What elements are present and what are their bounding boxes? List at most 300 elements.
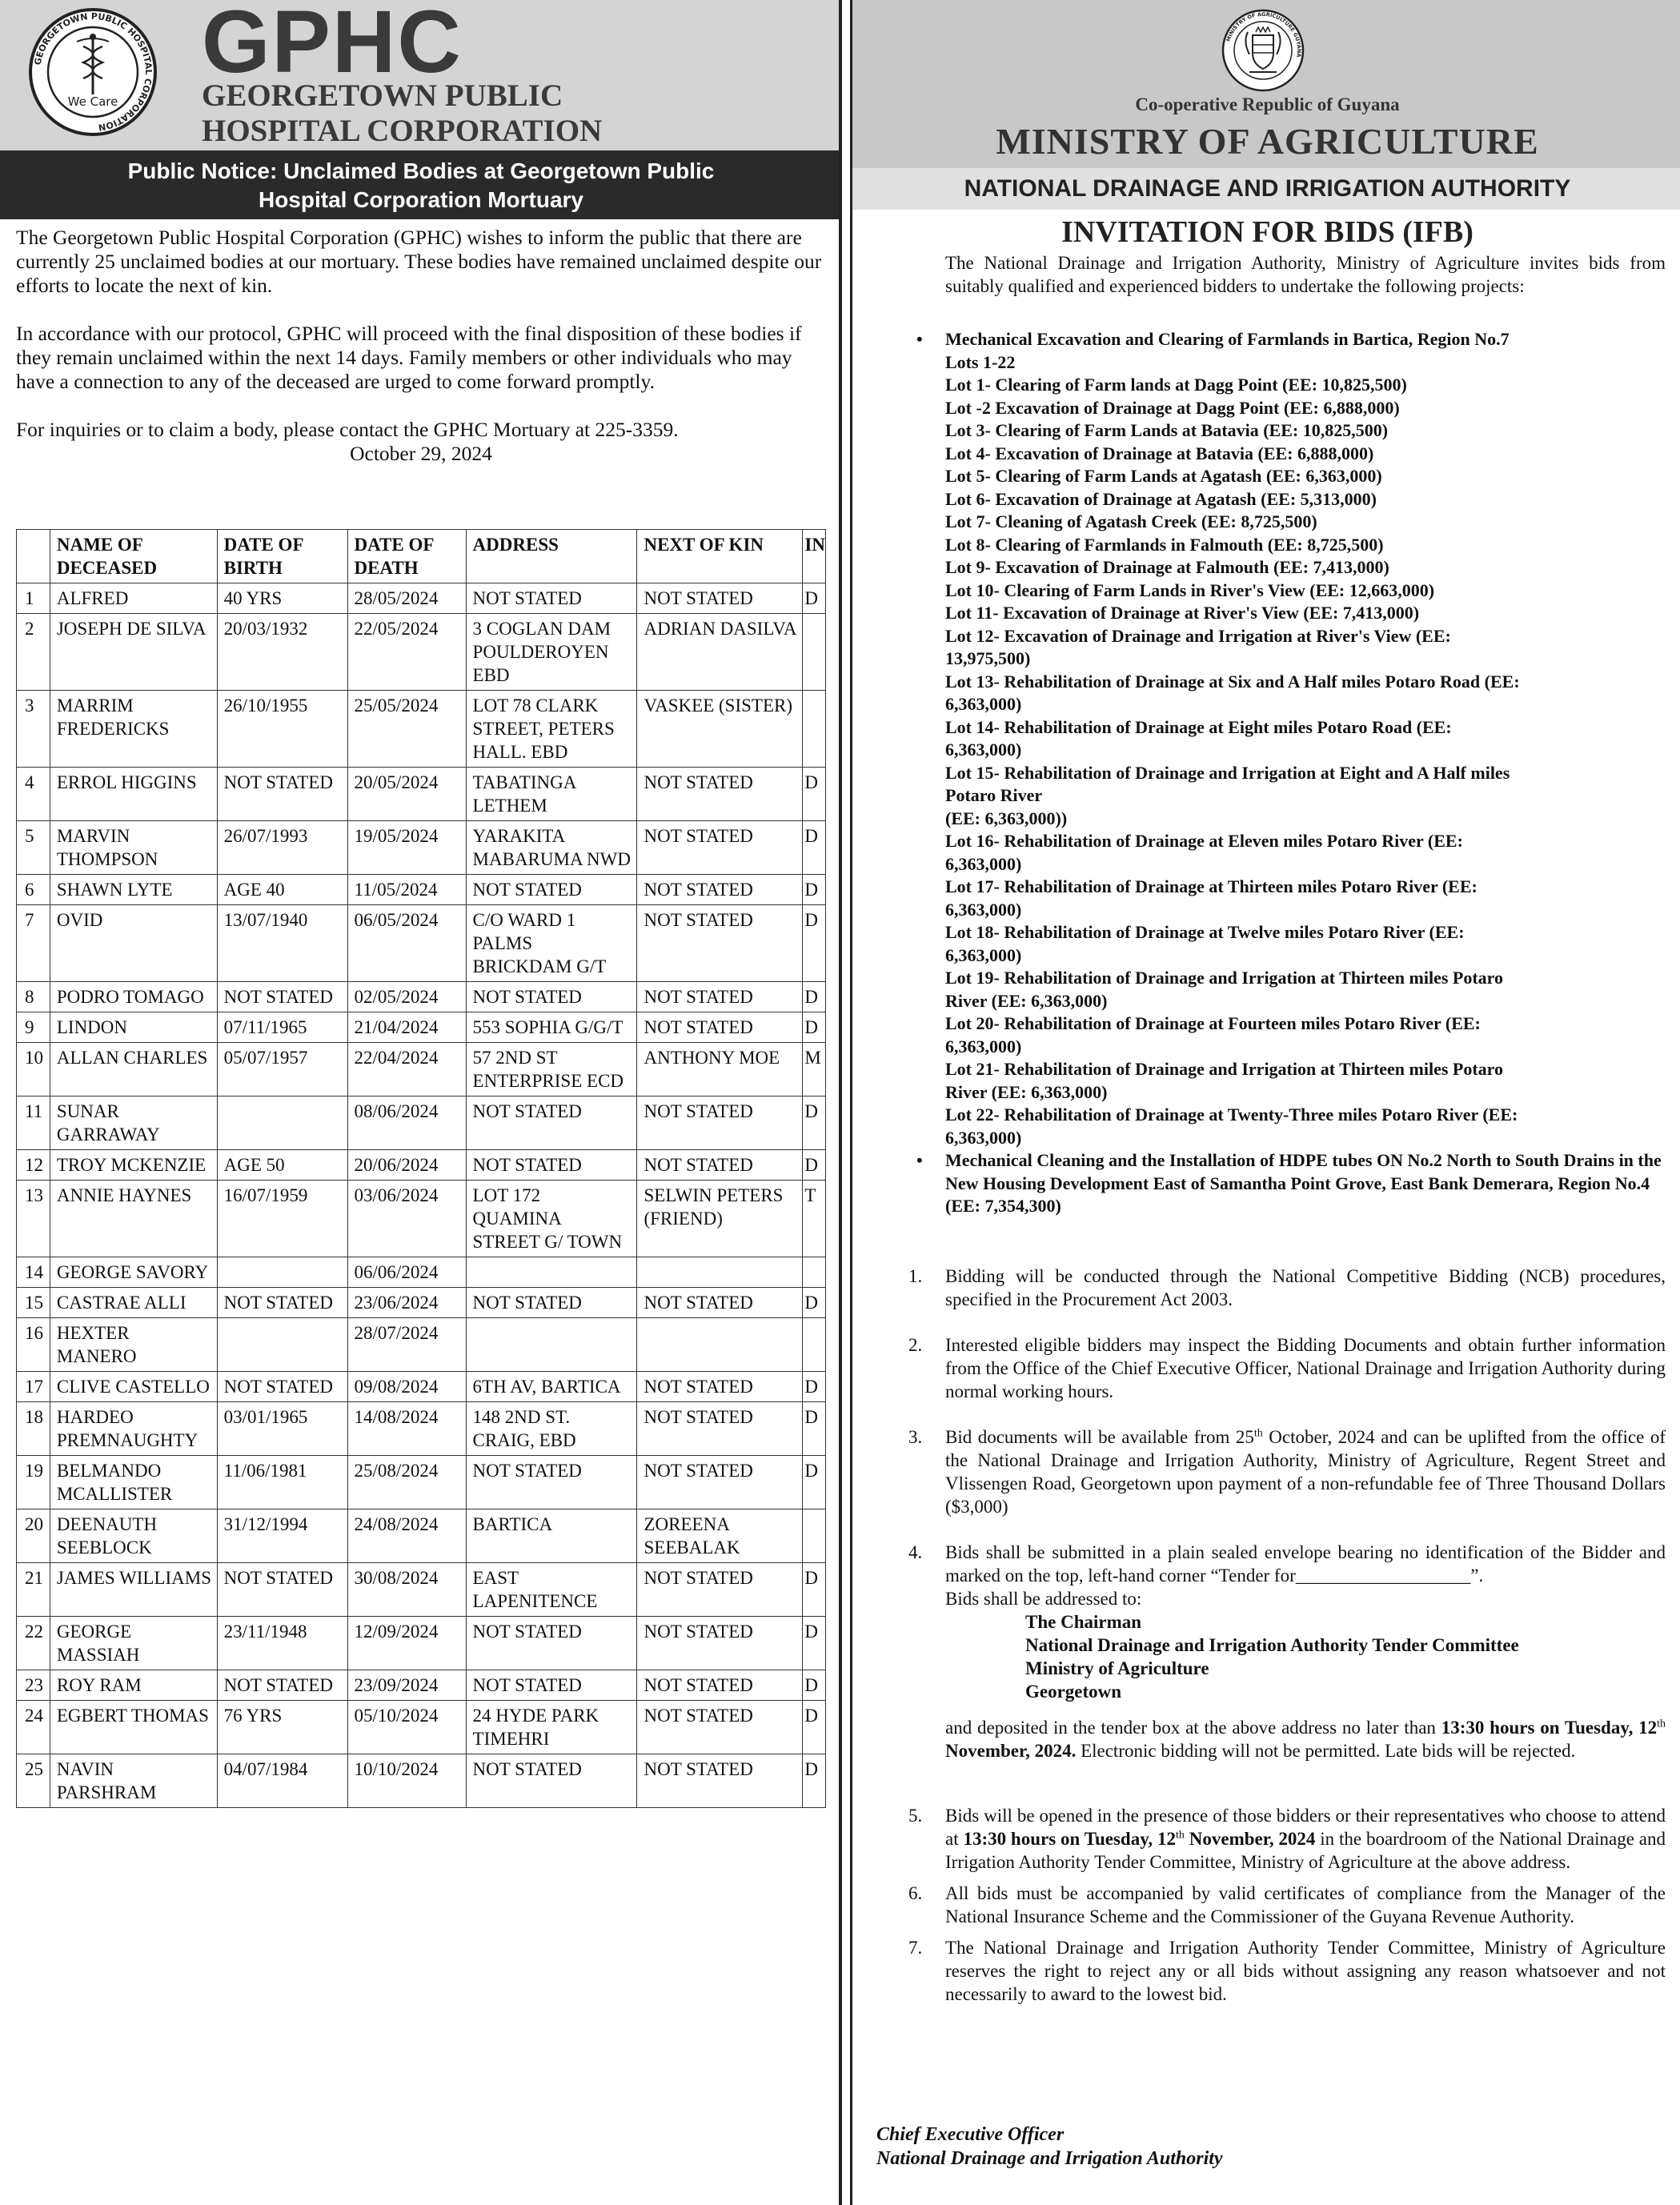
cut-off-column — [803, 691, 826, 768]
deceased-name: LINDON — [50, 1012, 217, 1043]
bullet-icon: • — [916, 1150, 923, 1170]
table-row — [17, 691, 826, 768]
notice-paragraph-2: In accordance with our protocol, GPHC will proceed with the final disposition of these bodies if they remain unclaimed within the next 14 days. Family members or other individuals who may have a connection to any of the deceased are urged to come forward promptly. — [16, 322, 802, 393]
address: 6TH AV, BARTICA — [466, 1372, 637, 1402]
deceased-name: HEXTER MANERO — [50, 1318, 217, 1372]
cut-off-column: D — [803, 1096, 826, 1150]
date-of-death: 24/08/2024 — [347, 1509, 466, 1563]
table-row — [17, 1402, 826, 1456]
clause-bold: November, 2024. — [945, 1741, 1077, 1761]
deceased-name: TROY MCKENZIE — [50, 1150, 217, 1181]
row-number: 12 — [17, 1150, 50, 1181]
address: 3 COGLAN DAM POULDEROYEN EBD — [466, 614, 637, 691]
deceased-name: BELMANDO MCALLISTER — [50, 1456, 217, 1509]
date-of-death: 21/04/2024 — [347, 1012, 466, 1043]
row-number: 9 — [17, 1012, 50, 1043]
clause-6 — [908, 1882, 1666, 1928]
next-of-kin: NOT STATED — [637, 1288, 803, 1318]
cut-off-column: D — [803, 1754, 826, 1808]
table-row — [17, 1318, 826, 1372]
next-of-kin: NOT STATED — [637, 1096, 803, 1150]
ministry-ifb — [850, 0, 1680, 2205]
row-number: 16 — [17, 1318, 50, 1372]
lot-item: Lot 22- Rehabilitation of Drainage at Twenty-Three miles Potaro River (EE: 6,363,000) — [945, 1105, 1518, 1148]
address: 24 HYDE PARK TIMEHRI — [466, 1701, 637, 1754]
address: NOT STATED — [466, 875, 637, 905]
cut-off-column — [803, 1257, 826, 1288]
next-of-kin: SELWIN PETERS (FRIEND) — [637, 1181, 803, 1257]
lot-item: Lot 20- Rehabilitation of Drainage at Fourteen miles Potaro River (EE: 6,363,000) — [945, 1013, 1481, 1056]
table-row — [17, 1012, 826, 1043]
deceased-name: PODRO TOMAGO — [50, 982, 217, 1012]
superscript: th — [1253, 1427, 1263, 1440]
row-number: 5 — [17, 821, 50, 875]
header-cut-off: IN — [803, 530, 826, 583]
signature-title: Chief Executive Officer — [876, 2124, 1065, 2145]
notice-title-line1: Public Notice: Unclaimed Bodies at Georgetown Public — [127, 158, 715, 183]
row-number: 17 — [17, 1372, 50, 1402]
header-address: ADDRESS — [466, 530, 637, 583]
notice-paragraph-inquiries: For inquiries or to claim a body, please contact the GPHC Mortuary at 225-3359. — [16, 418, 679, 441]
table-row — [17, 583, 826, 614]
deceased-name: MARVIN THOMPSON — [50, 821, 217, 875]
cut-off-column: D — [803, 1372, 826, 1402]
table-row — [17, 1288, 826, 1318]
clause-text: Electronic bidding will not be permitted. Late bids will be rejected. — [1076, 1741, 1576, 1761]
gphc-name-line1: GEORGETOWN PUBLIC — [202, 78, 563, 113]
date-of-death: 06/06/2024 — [347, 1257, 466, 1288]
republic-heading: Co-operative Republic of Guyana — [1135, 94, 1400, 114]
row-number: 3 — [17, 691, 50, 768]
deceased-name: ERROL HIGGINS — [50, 768, 217, 821]
gphc-header — [0, 0, 842, 150]
clause-4 — [908, 1541, 1666, 1587]
deceased-name: DEENAUTH SEEBLOCK — [50, 1509, 217, 1563]
date-of-birth: 13/07/1940 — [217, 905, 347, 982]
date-of-birth: NOT STATED — [217, 1563, 347, 1617]
deceased-name: CASTRAE ALLI — [50, 1288, 217, 1318]
table-row — [17, 1701, 826, 1754]
deceased-name: GEORGE MASSIAH — [50, 1617, 217, 1670]
row-number: 22 — [17, 1617, 50, 1670]
clause-number: 4. — [908, 1542, 923, 1562]
date-of-birth — [217, 1257, 347, 1288]
header-next-of-kin: NEXT OF KIN — [637, 530, 803, 583]
deceased-name: OVID — [50, 905, 217, 982]
table-row — [17, 1456, 826, 1509]
cut-off-column: D — [803, 1670, 826, 1701]
svg-text:MINISTRY OF AGRICULTURE GUYANA: MINISTRY OF AGRICULTURE GUYANA — [1225, 10, 1303, 58]
gphc-full-name — [202, 78, 602, 149]
cut-off-column: D — [803, 875, 826, 905]
table-row — [17, 1670, 826, 1701]
date-of-birth: 07/11/1965 — [217, 1012, 347, 1043]
signature-block — [876, 2123, 1223, 2171]
next-of-kin: NOT STATED — [637, 905, 803, 982]
next-of-kin: ANTHONY MOE — [637, 1043, 803, 1096]
cut-off-column: D — [803, 583, 826, 614]
date-of-birth: NOT STATED — [217, 982, 347, 1012]
table-row — [17, 1372, 826, 1402]
table-header-row — [17, 530, 826, 583]
clause-number: 1. — [908, 1266, 923, 1286]
date-of-birth: 16/07/1959 — [217, 1181, 347, 1257]
superscript: th — [1657, 1718, 1666, 1730]
address: NOT STATED — [466, 1288, 637, 1318]
notice-title-line2: Hospital Corporation Mortuary — [258, 187, 583, 212]
row-number: 6 — [17, 875, 50, 905]
date-of-death: 25/05/2024 — [347, 691, 466, 768]
next-of-kin: NOT STATED — [637, 1012, 803, 1043]
next-of-kin: NOT STATED — [637, 768, 803, 821]
address: NOT STATED — [466, 583, 637, 614]
clause-bold: November, 2024 — [1184, 1829, 1316, 1849]
table-row — [17, 821, 826, 875]
date-of-death: 20/06/2024 — [347, 1150, 466, 1181]
svg-text:We Care: We Care — [67, 94, 118, 109]
clause-text: Interested eligible bidders may inspect the Bidding Documents and obtain further information from the Office of the Chief Executive Officer, National Drainage and Irrigation Authority during normal working hours. — [945, 1335, 1666, 1401]
gphc-seal-logo — [27, 6, 158, 138]
address: NOT STATED — [466, 1456, 637, 1509]
notice-paragraph-1: The Georgetown Public Hospital Corporation (GPHC) wishes to inform the public that there are currently 25 unclaimed bodies at our mortuary. These bodies have remained unclaimed despite our efforts to locate the next of kin. — [16, 226, 822, 297]
clause-4-deposit — [945, 1716, 1666, 1762]
cut-off-column: D — [803, 768, 826, 821]
address — [466, 1257, 637, 1288]
deceased-name: JAMES WILLIAMS — [50, 1563, 217, 1617]
deceased-name: ALLAN CHARLES — [50, 1043, 217, 1096]
ministry-heading: MINISTRY OF AGRICULTURE — [996, 121, 1539, 162]
table-row — [17, 1043, 826, 1096]
address: YARAKITA MABARUMA NWD — [466, 821, 637, 875]
clause-text: October, 2024 and can be uplifted from the office of the National Drainage and Irrigation Authority, Ministry of Agriculture, Regent Street and Vlissengen Road, Georgetown upon payment of a non-refundable fee of Three Thousand Dollars ($3,000) — [945, 1427, 1666, 1517]
lot-item: Lot 18- Rehabilitation of Drainage at Twelve miles Potaro River (EE: 6,363,000) — [945, 922, 1465, 965]
deceased-name: GEORGE SAVORY — [50, 1257, 217, 1288]
table-row — [17, 614, 826, 691]
lot-item: Lot 1- Clearing of Farm lands at Dagg Point (EE: 10,825,500) — [945, 375, 1407, 395]
date-of-birth: 23/11/1948 — [217, 1617, 347, 1670]
next-of-kin: NOT STATED — [637, 1150, 803, 1181]
svg-text:GEORGETOWN PUBLIC HOSPITAL COR: GEORGETOWN PUBLIC HOSPITAL CORPORATION — [32, 10, 154, 133]
address: NOT STATED — [466, 1096, 637, 1150]
lot-item: Lot 17- Rehabilitation of Drainage at Thirteen miles Potaro River (EE: 6,363,000) — [945, 876, 1478, 920]
address: EAST LAPENITENCE — [466, 1563, 637, 1617]
date-of-death: 14/08/2024 — [347, 1402, 466, 1456]
next-of-kin: VASKEE (SISTER) — [637, 691, 803, 768]
clause-number: 5. — [908, 1806, 923, 1826]
cut-off-column: D — [803, 1150, 826, 1181]
address-line-2: National Drainage and Irrigation Authority Tender Committee — [1025, 1635, 1519, 1655]
deceased-name: CLIVE CASTELLO — [50, 1372, 217, 1402]
next-of-kin: NOT STATED — [637, 875, 803, 905]
cut-off-column: D — [803, 1701, 826, 1754]
address: BARTICA — [466, 1509, 637, 1563]
lot-item: Lot 21- Rehabilitation of Drainage and Irrigation at Thirteen miles Potaro River (EE: 6,363,000) — [945, 1059, 1504, 1102]
address: LOT 78 CLARK STREET, PETERS HALL. EBD — [466, 691, 637, 768]
lot-item: Lot 4- Excavation of Drainage at Batavia (EE: 6,888,000) — [945, 443, 1374, 463]
clause-1 — [908, 1265, 1666, 1311]
date-of-birth: 26/07/1993 — [217, 821, 347, 875]
row-number: 20 — [17, 1509, 50, 1563]
date-of-birth: 04/07/1984 — [217, 1754, 347, 1808]
date-of-birth — [217, 1096, 347, 1150]
row-number: 19 — [17, 1456, 50, 1509]
gphc-abbreviation: GPHC — [202, 0, 463, 91]
clause-text: in the boardroom of the National Drainage and Irrigation Authority Tender Committee, Ministry of Agriculture at the above address. — [945, 1829, 1666, 1872]
cut-off-column: D — [803, 1402, 826, 1456]
table-row — [17, 1181, 826, 1257]
signature-organization: National Drainage and Irrigation Authority — [876, 2148, 1223, 2169]
deceased-name: HARDEO PREMNAUGHTY — [50, 1402, 217, 1456]
table-row — [17, 982, 826, 1012]
next-of-kin: NOT STATED — [637, 583, 803, 614]
date-of-birth: NOT STATED — [217, 768, 347, 821]
next-of-kin: NOT STATED — [637, 1456, 803, 1509]
cut-off-column: D — [803, 982, 826, 1012]
deceased-name: EGBERT THOMAS — [50, 1701, 217, 1754]
notice-date: October 29, 2024 — [350, 442, 492, 465]
bullet-icon: • — [916, 329, 923, 349]
header-dob: DATE OF BIRTH — [217, 530, 347, 583]
date-of-birth: 40 YRS — [217, 583, 347, 614]
date-of-birth: NOT STATED — [217, 1288, 347, 1318]
address-line-3: Ministry of Agriculture — [1025, 1658, 1209, 1678]
clause-text: Bids will be opened in the presence of those bidders or their representatives who choose to attend at — [945, 1806, 1666, 1849]
project-2-title: Mechanical Cleaning and the Installation of HDPE tubes ON No.2 North to South Drains in the New Housing Development East of Samantha Point Grove, East Bank Demerara, Region No.4 — [945, 1150, 1662, 1193]
project-2 — [916, 1149, 1666, 1218]
ifb-title: INVITATION FOR BIDS (IFB) — [1061, 215, 1474, 249]
date-of-death: 22/05/2024 — [347, 614, 466, 691]
clause-number: 6. — [908, 1883, 923, 1903]
date-of-death: 05/10/2024 — [347, 1701, 466, 1754]
date-of-birth: 31/12/1994 — [217, 1509, 347, 1563]
address-line-1: The Chairman — [1025, 1612, 1142, 1632]
table-row — [17, 1096, 826, 1150]
deceased-name: ROY RAM — [50, 1670, 217, 1701]
ifb-intro: The National Drainage and Irrigation Authority, Ministry of Agriculture invites bids from suitably qualified and experienced bidders to undertake the following projects: — [945, 253, 1666, 296]
address-line-4: Georgetown — [1025, 1682, 1122, 1702]
row-number: 10 — [17, 1043, 50, 1096]
deceased-name: NAVIN PARSHRAM — [50, 1754, 217, 1808]
ifb-clauses — [908, 1265, 1666, 2006]
cut-off-column: D — [803, 905, 826, 982]
ministry-header — [852, 0, 1680, 168]
date-of-death: 22/04/2024 — [347, 1043, 466, 1096]
date-of-death: 30/08/2024 — [347, 1563, 466, 1617]
authority-bar: NATIONAL DRAINAGE AND IRRIGATION AUTHORITY — [852, 168, 1680, 210]
lot-item: Lot 11- Excavation of Drainage at River's View (EE: 7,413,000) — [945, 603, 1420, 623]
lot-item: Lot 6- Excavation of Drainage at Agatash (EE: 5,313,000) — [945, 488, 1377, 509]
next-of-kin: NOT STATED — [637, 1402, 803, 1456]
row-number: 7 — [17, 905, 50, 982]
next-of-kin: NOT STATED — [637, 1617, 803, 1670]
project-1-title: Mechanical Excavation and Clearing of Farmlands in Bartica, Region No.7 — [945, 329, 1510, 349]
date-of-death: 06/05/2024 — [347, 905, 466, 982]
next-of-kin — [637, 1318, 803, 1372]
date-of-birth: AGE 40 — [217, 875, 347, 905]
date-of-death: 03/06/2024 — [347, 1181, 466, 1257]
address: 553 SOPHIA G/G/T — [466, 1012, 637, 1043]
project-1 — [916, 328, 1666, 1149]
cut-off-column — [803, 1318, 826, 1372]
next-of-kin: NOT STATED — [637, 821, 803, 875]
clause-number: 7. — [908, 1938, 923, 1958]
ministry-coat-of-arms-logo — [1221, 8, 1305, 93]
deceased-name: SHAWN LYTE — [50, 875, 217, 905]
date-of-birth: 20/03/1932 — [217, 614, 347, 691]
next-of-kin: ADRIAN DASILVA — [637, 614, 803, 691]
lot-item: Lot 19- Rehabilitation of Drainage and Irrigation at Thirteen miles Potaro River (EE: 6,363,000) — [945, 968, 1504, 1011]
address: TABATINGA LETHEM — [466, 768, 637, 821]
cut-off-column: D — [803, 1288, 826, 1318]
table-row — [17, 1617, 826, 1670]
table-row — [17, 1563, 826, 1617]
next-of-kin: ZOREENA SEEBALAK — [637, 1509, 803, 1563]
cut-off-column: D — [803, 1456, 826, 1509]
date-of-death: 28/05/2024 — [347, 583, 466, 614]
row-number: 25 — [17, 1754, 50, 1808]
table-row — [17, 1257, 826, 1288]
date-of-birth: NOT STATED — [217, 1372, 347, 1402]
table-row — [17, 875, 826, 905]
row-number: 4 — [17, 768, 50, 821]
unclaimed-bodies-table — [16, 529, 826, 1808]
row-number: 23 — [17, 1670, 50, 1701]
clause-text: The National Drainage and Irrigation Authority Tender Committee, Ministry of Agriculture reserves the right to reject any or all bids without assigning any reason whatsoever and not necessarily to award to the lowest bid. — [945, 1938, 1666, 2004]
clause-number: 3. — [908, 1427, 923, 1447]
cut-off-column: D — [803, 1563, 826, 1617]
lot-item: Lot 5- Clearing of Farm Lands at Agatash (EE: 6,363,000) — [945, 466, 1382, 486]
date-of-death: 02/05/2024 — [347, 982, 466, 1012]
clause-text: Bids shall be submitted in a plain sealed envelope bearing no identification of the Bidder and marked on the top, left-hand corner “Tender for___________________”. — [945, 1542, 1666, 1586]
header-name: NAME OF DECEASED — [50, 530, 217, 583]
clause-2 — [908, 1333, 1666, 1403]
date-of-birth: 76 YRS — [217, 1701, 347, 1754]
row-number: 11 — [17, 1096, 50, 1150]
row-number: 15 — [17, 1288, 50, 1318]
cut-off-column: D — [803, 1617, 826, 1670]
date-of-death: 19/05/2024 — [347, 821, 466, 875]
address: NOT STATED — [466, 1150, 637, 1181]
date-of-birth: 05/07/1957 — [217, 1043, 347, 1096]
notice-body — [16, 226, 826, 466]
clause-text: Bid documents will be available from 25 — [945, 1427, 1254, 1447]
row-number: 1 — [17, 583, 50, 614]
address: 57 2ND ST ENTERPRISE ECD — [466, 1043, 637, 1096]
lot-item: Lot 10- Clearing of Farm Lands in River's View (EE: 12,663,000) — [945, 579, 1435, 600]
clause-bold: 13:30 hours on Tuesday, 12 — [963, 1829, 1177, 1849]
lot-item: Lot 3- Clearing of Farm Lands at Batavia (EE: 10,825,500) — [945, 420, 1389, 440]
next-of-kin: NOT STATED — [637, 1372, 803, 1402]
clause-7 — [908, 1936, 1666, 2006]
address: NOT STATED — [466, 1670, 637, 1701]
clause-number: 2. — [908, 1335, 923, 1355]
cut-off-column: D — [803, 1012, 826, 1043]
table-row — [17, 768, 826, 821]
deceased-name: ANNIE HAYNES — [50, 1181, 217, 1257]
address: 148 2ND ST. CRAIG, EBD — [466, 1402, 637, 1456]
next-of-kin: NOT STATED — [637, 1563, 803, 1617]
gphc-name-line2: HOSPITAL CORPORATION — [202, 114, 603, 148]
project-list — [916, 328, 1666, 1218]
row-number: 2 — [17, 614, 50, 691]
lot-list — [945, 374, 1666, 1149]
date-of-death: 23/09/2024 — [347, 1670, 466, 1701]
cut-off-column: T — [803, 1181, 826, 1257]
table-row — [17, 1754, 826, 1808]
row-number: 18 — [17, 1402, 50, 1456]
table-row — [17, 1509, 826, 1563]
deceased-name: SUNAR GARRAWAY — [50, 1096, 217, 1150]
date-of-death: 23/06/2024 — [347, 1288, 466, 1318]
date-of-death: 25/08/2024 — [347, 1456, 466, 1509]
lot-item: Lot 9- Excavation of Drainage at Falmouth (EE: 7,413,000) — [945, 557, 1389, 577]
address: LOT 172 QUAMINA STREET G/ TOWN — [466, 1181, 637, 1257]
lot-item: Lot 16- Rehabilitation of Drainage at Eleven miles Potaro River (EE: 6,363,000) — [945, 831, 1463, 874]
date-of-death: 08/06/2024 — [347, 1096, 466, 1150]
date-of-death: 11/05/2024 — [347, 875, 466, 905]
cut-off-column: M — [803, 1043, 826, 1096]
deceased-name: MARRIM FREDERICKS — [50, 691, 217, 768]
next-of-kin: NOT STATED — [637, 1754, 803, 1808]
cut-off-column — [803, 1509, 826, 1563]
date-of-death: 28/07/2024 — [347, 1318, 466, 1372]
address — [466, 1318, 637, 1372]
address: NOT STATED — [466, 1754, 637, 1808]
row-number: 8 — [17, 982, 50, 1012]
table-row — [17, 1150, 826, 1181]
cut-off-column — [803, 614, 826, 691]
date-of-birth: 26/10/1955 — [217, 691, 347, 768]
lot-item: Lot 12- Excavation of Drainage and Irrigation at River's View (EE: 13,975,500) — [945, 625, 1451, 668]
header-dod: DATE OF DEATH — [347, 530, 466, 583]
notice-title-bar — [0, 150, 842, 219]
date-of-death: 09/08/2024 — [347, 1372, 466, 1402]
clause-text: and deposited in the tender box at the above address no later than — [945, 1718, 1441, 1738]
address: NOT STATED — [466, 1617, 637, 1670]
lot-item: Lot 15- Rehabilitation of Drainage and Irrigation at Eight and A Half miles Potaro River (EE: 6,363,000)) — [945, 762, 1510, 828]
lot-item: Lot 8- Clearing of Farmlands in Falmouth (EE: 8,725,500) — [945, 534, 1384, 555]
deceased-name: ALFRED — [50, 583, 217, 614]
date-of-birth — [217, 1318, 347, 1372]
row-number: 13 — [17, 1181, 50, 1257]
row-number: 21 — [17, 1563, 50, 1617]
clause-3 — [908, 1425, 1666, 1518]
address: NOT STATED — [466, 982, 637, 1012]
clause-5 — [908, 1804, 1666, 1874]
lot-item: Lot 14- Rehabilitation of Drainage at Eight miles Potaro Road (EE: 6,363,000) — [945, 716, 1452, 760]
lot-item: Lot 7- Cleaning of Agatash Creek (EE: 8,725,500) — [945, 511, 1317, 531]
table-body — [17, 583, 826, 1808]
table-row — [17, 905, 826, 982]
date-of-death: 12/09/2024 — [347, 1617, 466, 1670]
next-of-kin: NOT STATED — [637, 1670, 803, 1701]
date-of-death: 10/10/2024 — [347, 1754, 466, 1808]
date-of-birth: 03/01/1965 — [217, 1402, 347, 1456]
date-of-death: 20/05/2024 — [347, 768, 466, 821]
row-number: 14 — [17, 1257, 50, 1288]
lot-item: Lot -2 Excavation of Drainage at Dagg Point (EE: 6,888,000) — [945, 397, 1400, 418]
date-of-birth: 11/06/1981 — [217, 1456, 347, 1509]
address: C/O WARD 1 PALMS BRICKDAM G/T — [466, 905, 637, 982]
date-of-birth: AGE 50 — [217, 1150, 347, 1181]
next-of-kin: NOT STATED — [637, 1701, 803, 1754]
clause-4-addressed: Bids shall be addressed to: — [945, 1589, 1142, 1609]
project-1-lots-range: Lots 1-22 — [945, 351, 1016, 372]
deceased-name: JOSEPH DE SILVA — [50, 614, 217, 691]
header-number — [17, 530, 50, 583]
next-of-kin: NOT STATED — [637, 982, 803, 1012]
project-2-estimate: (EE: 7,354,300) — [945, 1196, 1061, 1216]
